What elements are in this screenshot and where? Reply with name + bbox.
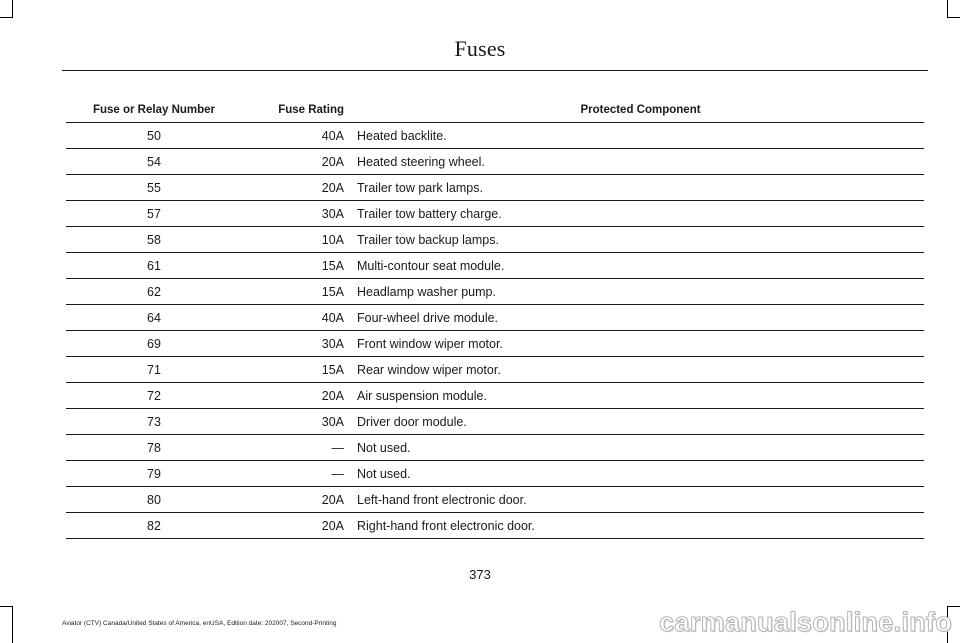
fuse-rating-cell: 15A xyxy=(242,357,357,383)
table-row xyxy=(66,123,924,149)
column-header-fuse-rating: Fuse Rating xyxy=(242,98,357,123)
table-row xyxy=(66,175,924,201)
protected-component-cell: Heated backlite. xyxy=(357,123,924,149)
table-row xyxy=(66,253,924,279)
watermark-logo: carmanualsonline.info xyxy=(659,607,952,637)
fuse-rating-cell: 20A xyxy=(242,383,357,409)
fuse-number-cell: 79 xyxy=(66,461,242,487)
fuse-rating-cell: 20A xyxy=(242,175,357,201)
crop-mark xyxy=(947,17,960,18)
fuse-rating-cell: — xyxy=(242,435,357,461)
column-header-fuse-number: Fuse or Relay Number xyxy=(66,98,242,123)
protected-component-cell: Trailer tow park lamps. xyxy=(357,175,924,201)
table-row xyxy=(66,383,924,409)
fuse-number-cell: 78 xyxy=(66,435,242,461)
fuse-rating-cell: 10A xyxy=(242,227,357,253)
fuse-number-cell: 72 xyxy=(66,383,242,409)
fuse-rating-cell: 30A xyxy=(242,201,357,227)
column-header-protected-component: Protected Component xyxy=(357,98,924,123)
protected-component-cell: Driver door module. xyxy=(357,409,924,435)
fuse-rating-cell: 20A xyxy=(242,487,357,513)
crop-mark xyxy=(0,606,13,607)
table-header-row xyxy=(66,98,924,123)
table-row xyxy=(66,149,924,175)
fuse-rating-cell: 40A xyxy=(242,305,357,331)
crop-mark xyxy=(12,606,13,643)
fuse-number-cell: 69 xyxy=(66,331,242,357)
table-row xyxy=(66,409,924,435)
fuse-rating-cell: 40A xyxy=(242,123,357,149)
protected-component-cell: Not used. xyxy=(357,435,924,461)
fuse-rating-cell: 20A xyxy=(242,513,357,539)
fuse-rating-cell: 20A xyxy=(242,149,357,175)
fuse-rating-cell: 30A xyxy=(242,409,357,435)
table-row xyxy=(66,487,924,513)
title-divider xyxy=(62,70,928,71)
table-row xyxy=(66,201,924,227)
fuse-number-cell: 58 xyxy=(66,227,242,253)
protected-component-cell: Heated steering wheel. xyxy=(357,149,924,175)
table-row xyxy=(66,279,924,305)
fuse-number-cell: 64 xyxy=(66,305,242,331)
table-row xyxy=(66,513,924,539)
table-row xyxy=(66,227,924,253)
fuse-rating-cell: 15A xyxy=(242,279,357,305)
protected-component-cell: Rear window wiper motor. xyxy=(357,357,924,383)
fuse-table-body xyxy=(66,123,924,539)
fuse-number-cell: 73 xyxy=(66,409,242,435)
table-row xyxy=(66,357,924,383)
protected-component-cell: Headlamp washer pump. xyxy=(357,279,924,305)
fuse-number-cell: 82 xyxy=(66,513,242,539)
table-row xyxy=(66,435,924,461)
crop-mark xyxy=(947,0,948,18)
fuse-number-cell: 50 xyxy=(66,123,242,149)
protected-component-cell: Not used. xyxy=(357,461,924,487)
protected-component-cell: Front window wiper motor. xyxy=(357,331,924,357)
fuse-rating-cell: 15A xyxy=(242,253,357,279)
fuse-table xyxy=(66,98,924,539)
fuse-number-cell: 80 xyxy=(66,487,242,513)
fuse-rating-cell: — xyxy=(242,461,357,487)
table-row xyxy=(66,305,924,331)
fuse-number-cell: 55 xyxy=(66,175,242,201)
crop-mark xyxy=(12,0,13,18)
fuse-number-cell: 54 xyxy=(66,149,242,175)
table-row xyxy=(66,461,924,487)
protected-component-cell: Multi-contour seat module. xyxy=(357,253,924,279)
protected-component-cell: Trailer tow backup lamps. xyxy=(357,227,924,253)
fuse-number-cell: 71 xyxy=(66,357,242,383)
edition-footer: Aviator (CTV) Canada/United States of America, enUSA, Edition date: 202007, Second-Printing xyxy=(62,620,337,627)
page-number: 373 xyxy=(469,567,491,582)
protected-component-cell: Air suspension module. xyxy=(357,383,924,409)
protected-component-cell: Right-hand front electronic door. xyxy=(357,513,924,539)
protected-component-cell: Trailer tow battery charge. xyxy=(357,201,924,227)
fuse-number-cell: 57 xyxy=(66,201,242,227)
crop-mark xyxy=(0,17,13,18)
fuse-number-cell: 62 xyxy=(66,279,242,305)
fuse-number-cell: 61 xyxy=(66,253,242,279)
table-row xyxy=(66,331,924,357)
fuse-rating-cell: 30A xyxy=(242,331,357,357)
protected-component-cell: Left-hand front electronic door. xyxy=(357,487,924,513)
page-title: Fuses xyxy=(454,36,506,61)
protected-component-cell: Four-wheel drive module. xyxy=(357,305,924,331)
